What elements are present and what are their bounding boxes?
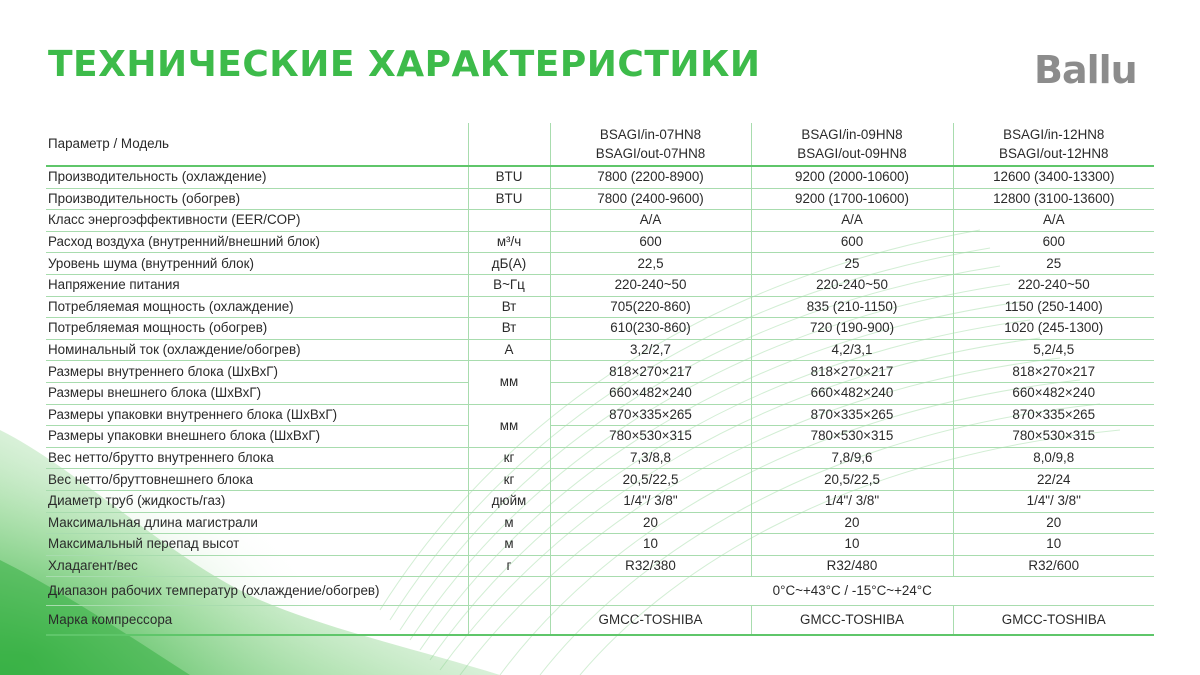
unit-cell: А (468, 339, 550, 361)
value-cell: 660×482×240 (550, 382, 751, 404)
unit-cell: Вт (468, 318, 550, 340)
table-row (46, 382, 1154, 404)
table-row (46, 447, 1154, 469)
value-cell: R32/600 (953, 555, 1154, 577)
table-row (46, 534, 1154, 556)
value-cell: 25 (751, 253, 953, 275)
value-cell: 220-240~50 (550, 274, 751, 296)
param-cell: Вес нетто/бруттовнешнего блока (46, 469, 468, 491)
value-cell: 220-240~50 (751, 274, 953, 296)
ballu-logo: Ballu (1034, 48, 1137, 92)
model-header-3 (953, 123, 1154, 166)
value-cell: 1/4"/ 3/8" (751, 490, 953, 512)
unit-cell: мм (468, 404, 550, 447)
table-row (46, 361, 1154, 383)
value-cell: 835 (210-1150) (751, 296, 953, 318)
unit-cell: кг (468, 447, 550, 469)
value-cell: 1150 (250-1400) (953, 296, 1154, 318)
table-row (46, 231, 1154, 253)
value-cell: 9200 (2000-10600) (751, 166, 953, 188)
value-cell: 610(230-860) (550, 318, 751, 340)
value-cell: 25 (953, 253, 1154, 275)
value-cell: 818×270×217 (751, 361, 953, 383)
table-row (46, 318, 1154, 340)
param-cell: Размеры внешнего блока (ШхВхГ) (46, 382, 468, 404)
table-row (46, 490, 1154, 512)
value-cell: 3,2/2,7 (550, 339, 751, 361)
model-outdoor: BSAGI/out-07HN8 (595, 146, 706, 161)
param-cell: Производительность (обогрев) (46, 188, 468, 210)
table-row (46, 296, 1154, 318)
page-title: ТЕХНИЧЕСКИЕ ХАРАКТЕРИСТИКИ (48, 44, 761, 85)
table-row (46, 426, 1154, 448)
table-row (46, 339, 1154, 361)
param-cell: Диапазон рабочих температур (охлаждение/обогрев) (46, 577, 468, 606)
model-indoor: BSAGI/in-09HN8 (801, 127, 903, 142)
model-outdoor: BSAGI/out-12HN8 (999, 146, 1109, 161)
param-cell: Уровень шума (внутренний блок) (46, 253, 468, 275)
unit-cell: BTU (468, 188, 550, 210)
param-cell: Вес нетто/брутто внутреннего блока (46, 447, 468, 469)
value-cell: 220-240~50 (953, 274, 1154, 296)
value-cell: 7,8/9,6 (751, 447, 953, 469)
table-row (46, 404, 1154, 426)
value-cell: 705(220-860) (550, 296, 751, 318)
unit-cell: дБ(А) (468, 253, 550, 275)
unit-cell: м³/ч (468, 231, 550, 253)
value-cell: 4,2/3,1 (751, 339, 953, 361)
value-cell: R32/480 (751, 555, 953, 577)
param-cell: Диаметр труб (жидкость/газ) (46, 490, 468, 512)
unit-cell: BTU (468, 166, 550, 188)
value-cell: 1/4"/ 3/8" (550, 490, 751, 512)
value-cell: 22,5 (550, 253, 751, 275)
value-cell: GMCC-TOSHIBA (751, 606, 953, 636)
table-row (46, 188, 1154, 210)
value-cell: 1020 (245-1300) (953, 318, 1154, 340)
value-cell: 8,0/9,8 (953, 447, 1154, 469)
value-cell: 7800 (2200-8900) (550, 166, 751, 188)
value-cell: 600 (751, 231, 953, 253)
unit-cell: Вт (468, 296, 550, 318)
value-cell: 7,3/8,8 (550, 447, 751, 469)
param-cell: Расход воздуха (внутренний/внешний блок) (46, 231, 468, 253)
value-cell: 10 (550, 534, 751, 556)
value-cell: 20 (550, 512, 751, 534)
unit-cell (468, 606, 550, 636)
unit-cell: м (468, 534, 550, 556)
value-cell: 818×270×217 (953, 361, 1154, 383)
value-cell: 20,5/22,5 (751, 469, 953, 491)
unit-cell: дюйм (468, 490, 550, 512)
param-cell: Класс энергоэффективности (EER/COP) (46, 210, 468, 232)
value-cell: 780×530×315 (953, 426, 1154, 448)
table-row (46, 166, 1154, 188)
param-cell: Максимальная длина магистрали (46, 512, 468, 534)
unit-cell (468, 210, 550, 232)
value-cell: 20 (751, 512, 953, 534)
value-cell: 12600 (3400-13300) (953, 166, 1154, 188)
table-row (46, 274, 1154, 296)
param-cell: Потребляемая мощность (обогрев) (46, 318, 468, 340)
temp-range-value: 0°C~+43°C / -15°C~+24°C (550, 577, 1154, 606)
value-cell: 1/4"/ 3/8" (953, 490, 1154, 512)
table-row (46, 555, 1154, 577)
unit-cell: мм (468, 361, 550, 404)
value-cell: 12800 (3100-13600) (953, 188, 1154, 210)
unit-cell: г (468, 555, 550, 577)
value-cell: 10 (751, 534, 953, 556)
table-row (46, 253, 1154, 275)
value-cell: 600 (953, 231, 1154, 253)
param-cell: Размеры внутреннего блока (ШхВхГ) (46, 361, 468, 383)
value-cell: 5,2/4,5 (953, 339, 1154, 361)
table-row (46, 210, 1154, 232)
param-cell: Хладагент/вес (46, 555, 468, 577)
value-cell: 870×335×265 (751, 404, 953, 426)
table-row-compressor (46, 606, 1154, 636)
value-cell: 600 (550, 231, 751, 253)
value-cell: A/A (550, 210, 751, 232)
model-outdoor: BSAGI/out-09HN8 (797, 146, 907, 161)
model-indoor: BSAGI/in-07HN8 (599, 127, 702, 142)
value-cell: 780×530×315 (751, 426, 953, 448)
table-row (46, 469, 1154, 491)
spec-table (46, 123, 1154, 636)
param-cell: Максимальный перепад высот (46, 534, 468, 556)
value-cell: 870×335×265 (953, 404, 1154, 426)
value-cell: 818×270×217 (550, 361, 751, 383)
param-cell: Производительность (охлаждение) (46, 166, 468, 188)
value-cell: GMCC-TOSHIBA (550, 606, 751, 636)
value-cell: 22/24 (953, 469, 1154, 491)
param-cell: Номинальный ток (охлаждение/обогрев) (46, 339, 468, 361)
value-cell: 9200 (1700-10600) (751, 188, 953, 210)
value-cell: 660×482×240 (751, 382, 953, 404)
table-row (46, 512, 1154, 534)
model-header-2 (751, 123, 953, 166)
table-header-row (46, 123, 1154, 166)
value-cell: 7800 (2400-9600) (550, 188, 751, 210)
param-cell: Размеры упаковки внутреннего блока (ШхВхГ) (46, 404, 468, 426)
param-cell: Марка компрессора (46, 606, 468, 636)
unit-cell: м (468, 512, 550, 534)
value-cell: 660×482×240 (953, 382, 1154, 404)
unit-cell: кг (468, 469, 550, 491)
unit-cell: В~Гц (468, 274, 550, 296)
param-header: Параметр / Модель (46, 123, 468, 166)
value-cell: 20 (953, 512, 1154, 534)
model-indoor: BSAGI/in-12HN8 (1003, 127, 1105, 142)
param-cell: Размеры упаковки внешнего блока (ШхВхГ) (46, 426, 468, 448)
value-cell: 780×530×315 (550, 426, 751, 448)
param-cell: Напряжение питания (46, 274, 468, 296)
table-row-temperature (46, 577, 1154, 606)
value-cell: 20,5/22,5 (550, 469, 751, 491)
value-cell: A/A (953, 210, 1154, 232)
param-cell: Потребляемая мощность (охлаждение) (46, 296, 468, 318)
unit-header (468, 123, 550, 166)
value-cell: 10 (953, 534, 1154, 556)
value-cell: R32/380 (550, 555, 751, 577)
value-cell: A/A (751, 210, 953, 232)
unit-cell (468, 577, 550, 606)
value-cell: 720 (190-900) (751, 318, 953, 340)
value-cell: 870×335×265 (550, 404, 751, 426)
model-header-1 (550, 123, 751, 166)
value-cell: GMCC-TOSHIBA (953, 606, 1154, 636)
